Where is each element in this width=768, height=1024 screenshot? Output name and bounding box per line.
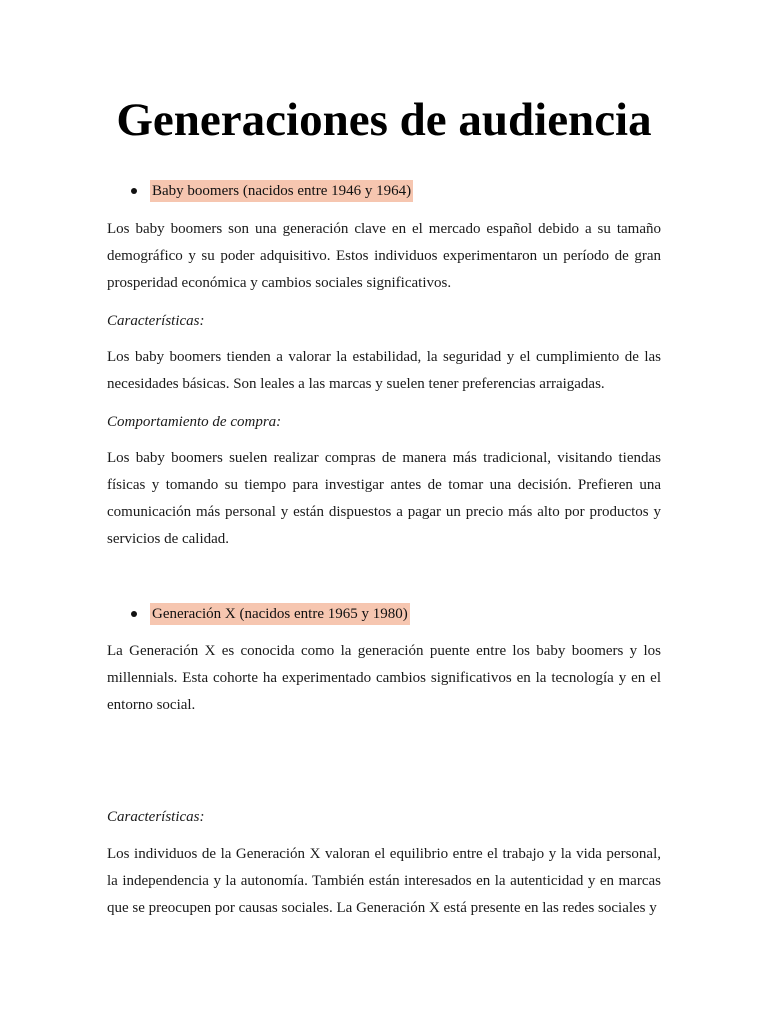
- highlighted-heading: Generación X (nacidos entre 1965 y 1980): [150, 603, 410, 625]
- paragraph-purchase-behavior: Los baby boomers suelen realizar compras de manera más tradicional, visitando tiendas físicas y tomando su tiempo para investigar antes de tomar una decisión. Prefieren una comunicación más personal y están dispuestos a pagar un precio más alto por productos y servicios de calidad.: [107, 450, 661, 547]
- subheading-purchase-behavior: Comportamiento de compra:: [107, 414, 282, 430]
- paragraph-intro: La Generación X es conocida como la generación puente entre los baby boomers y los millennials. Esta cohorte ha experimentado cambios significativos en la tecnología y en el entorno social.: [107, 643, 661, 713]
- subheading-characteristics: Características:: [107, 313, 205, 329]
- bullet-dot-icon: [131, 188, 137, 194]
- subheading-characteristics: Características:: [107, 809, 205, 825]
- paragraph-characteristics: Los baby boomers tienden a valorar la estabilidad, la seguridad y el cumplimiento de las necesidades básicas. Son leales a las marcas y suelen tener preferencias arraigadas.: [107, 349, 661, 392]
- paragraph-intro: Los baby boomers son una generación clave en el mercado español debido a su tamaño demográfico y su poder adquisitivo. Estos individuos experimentaron un período de gran prosperidad económica y cambios sociales significativos.: [107, 221, 661, 291]
- document-title: Generaciones de audiencia: [116, 94, 652, 146]
- highlighted-heading: Baby boomers (nacidos entre 1946 y 1964): [150, 180, 413, 202]
- paragraph-characteristics: Los individuos de la Generación X valoran el equilibrio entre el trabajo y la vida personal, la independencia y la autonomía. También están interesados en la autenticidad y en marcas que se preocupen por causas sociales. La Generación X está presente en las redes sociales y: [107, 846, 661, 916]
- bullet-dot-icon: [131, 611, 137, 617]
